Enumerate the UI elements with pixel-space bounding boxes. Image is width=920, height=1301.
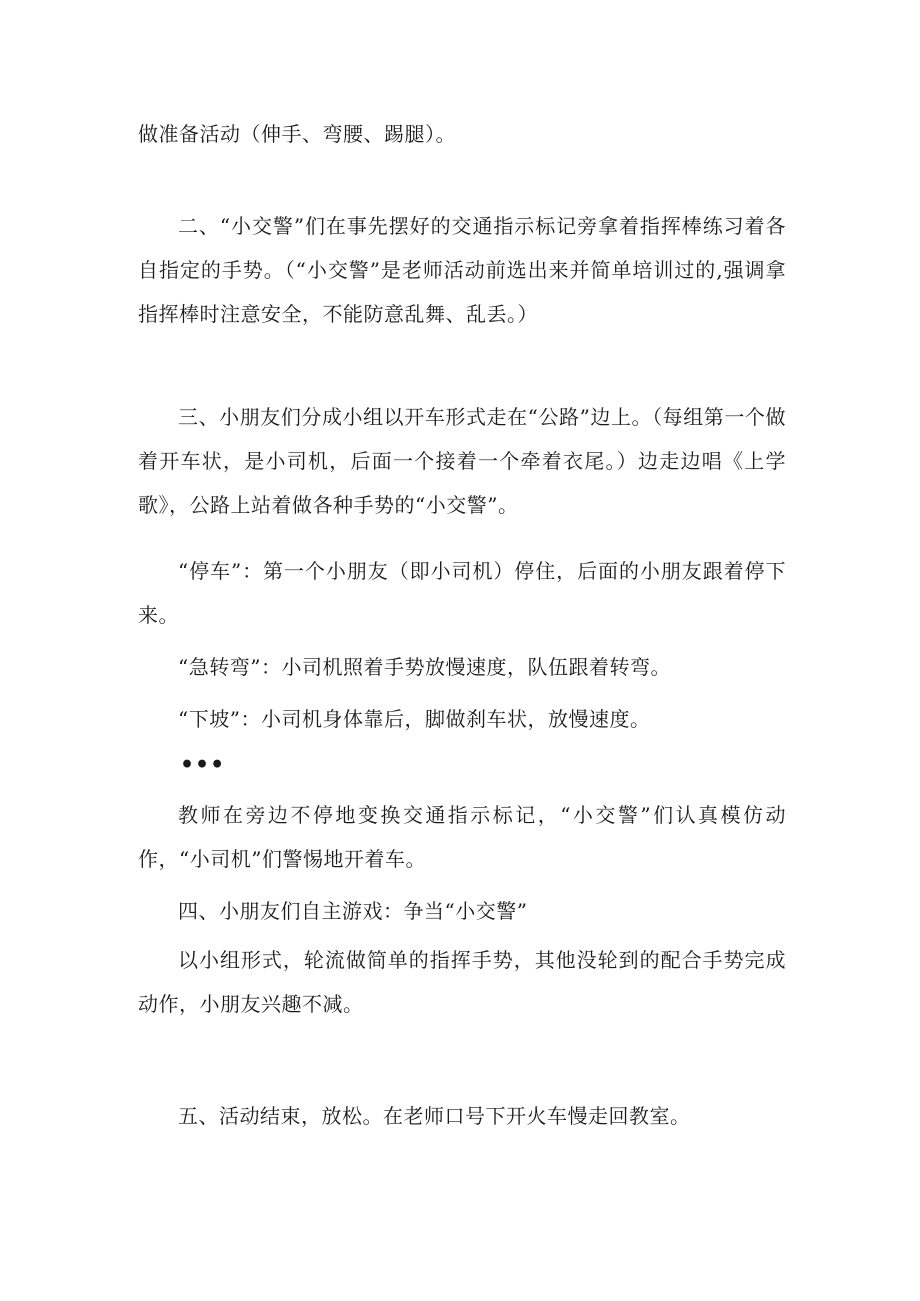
paragraph-step-three: 三、小朋友们分成小组以开车形式走在“公路”边上。（每组第一个做着开车状，是小司机，后面一个接着一个牵着衣尾。）边走边唱《上学歌》，公路上站着做各种手势的“小交警”。 bbox=[138, 405, 786, 517]
ellipsis-marker: ••• bbox=[180, 752, 226, 778]
paragraph-warmup: 做准备活动（伸手、弯腰、踢腿）。 bbox=[138, 122, 456, 146]
paragraph-downhill: “下坡”：小司机身体靠后，脚做刹车状，放慢速度。 bbox=[178, 707, 651, 731]
paragraph-step-four: 四、小朋友们自主游戏：争当“小交警” bbox=[178, 899, 528, 923]
paragraph-group-play: 以小组形式，轮流做简单的指挥手势，其他没轮到的配合手势完成动作，小朋友兴趣不减。 bbox=[138, 948, 786, 1016]
paragraph-teacher-signs: 教师在旁边不停地变换交通指示标记，“小交警”们认真模仿动作，“小司机”们警惕地开着车。 bbox=[138, 803, 786, 871]
paragraph-step-two: 二、“小交警”们在事先摆好的交通指示标记旁拿着指挥棒练习着各自指定的手势。（“小交警”是老师活动前选出来并简单培训过的,强调拿指挥棒时注意安全，不能防意乱舞、乱丢。） bbox=[138, 214, 786, 326]
paragraph-stop-car: “停车”：第一个小朋友（即小司机）停住，后面的小朋友跟着停下来。 bbox=[138, 559, 786, 627]
paragraph-sharp-turn: “急转弯”：小司机照着手势放慢速度，队伍跟着转弯。 bbox=[178, 655, 671, 679]
paragraph-step-five: 五、活动结束，放松。在老师口号下开火车慢走回教室。 bbox=[178, 1104, 691, 1128]
